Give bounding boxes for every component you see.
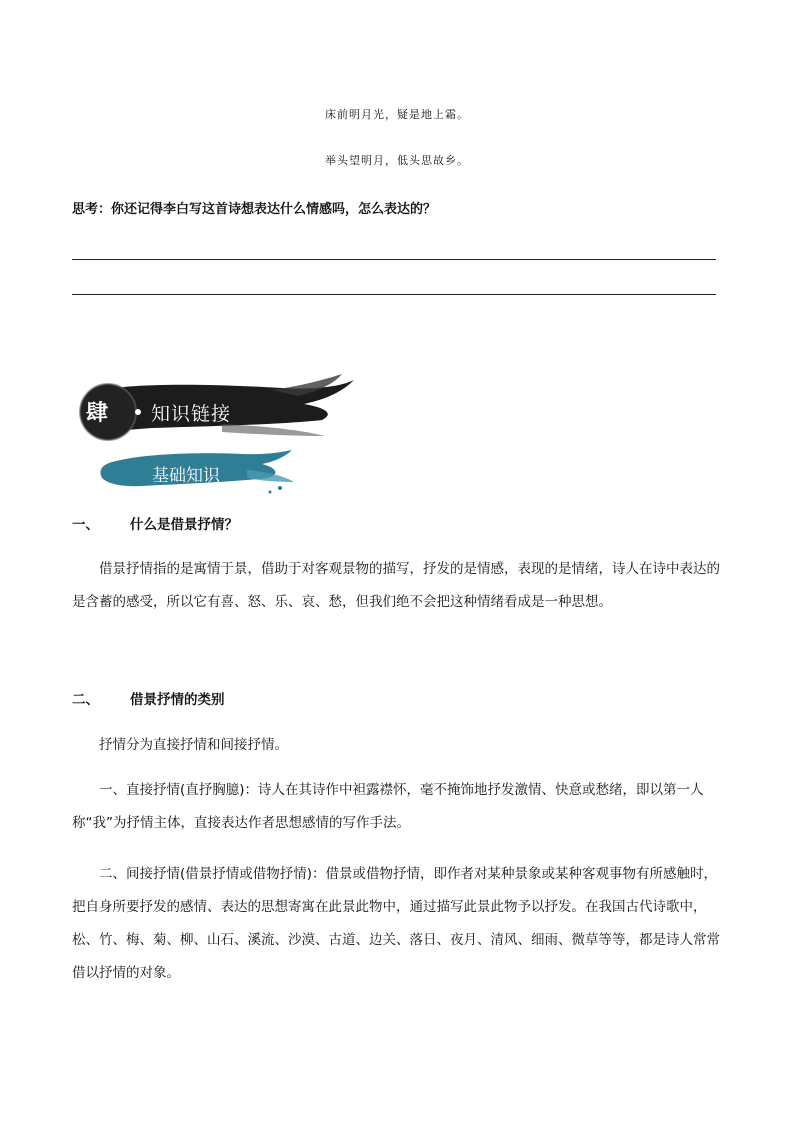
section-2-heading — [72, 688, 225, 708]
direct-lyric-paragraph: 一、直接抒情(直抒胸臆)：诗人在其诗作中袒露襟怀，毫不掩饰地抒发激情、快意或愁绪，即以第一人称“我”为抒情主体，直接表达作者思想感情的写作手法。 — [72, 782, 704, 831]
answer-line-1[interactable] — [72, 259, 716, 260]
section-banner — [72, 370, 362, 510]
section-1-number: 一、 — [72, 517, 99, 533]
section-2-number: 二、 — [72, 692, 99, 708]
poem-line-1: 床前明月光，疑是地上霜。 — [325, 108, 469, 121]
banner-number: 肆 — [86, 401, 109, 426]
section-2-title: 借景抒情的类别 — [130, 692, 225, 708]
banner-subtitle: 基础知识 — [152, 466, 220, 486]
banner-title: 知识链接 — [151, 403, 232, 425]
section-2-intro: 抒情分为直接抒情和间接抒情。 — [99, 737, 288, 753]
poem-line-2: 举头望明月，低头思故乡。 — [325, 154, 469, 167]
section-1-heading — [72, 513, 238, 533]
think-question: 思考：你还记得李白写这首诗想表达什么情感吗，怎么表达的？ — [72, 202, 437, 217]
ink-brush-decoration — [72, 370, 362, 510]
answer-line-2[interactable] — [72, 294, 716, 295]
section-1-title: 什么是借景抒情？ — [130, 517, 238, 533]
section-1-paragraph: 借景抒情指的是寓情于景，借助于对客观景物的描写，抒发的是情感，表现的是情绪，诗人在诗中表达的是含蓄的感受，所以它有喜、怒、乐、哀、愁，但我们绝不会把这种情绪看成是一种思想。 — [72, 561, 720, 610]
indirect-lyric-paragraph: 二、间接抒情(借景抒情或借物抒情)：借景或借物抒情，即作者对某种景象或某种客观事物有所感触时，把自身所要抒发的感情、表达的思想寄寓在此景此物中，通过描写此景此物予以抒发。在我国古代诗歌中，松、竹、梅、菊、柳、山石、溪流、沙漠、古道、边关、落日、夜月、清风、细雨、微草等等，都是诗人常常借以抒情的对象。 — [72, 866, 720, 981]
